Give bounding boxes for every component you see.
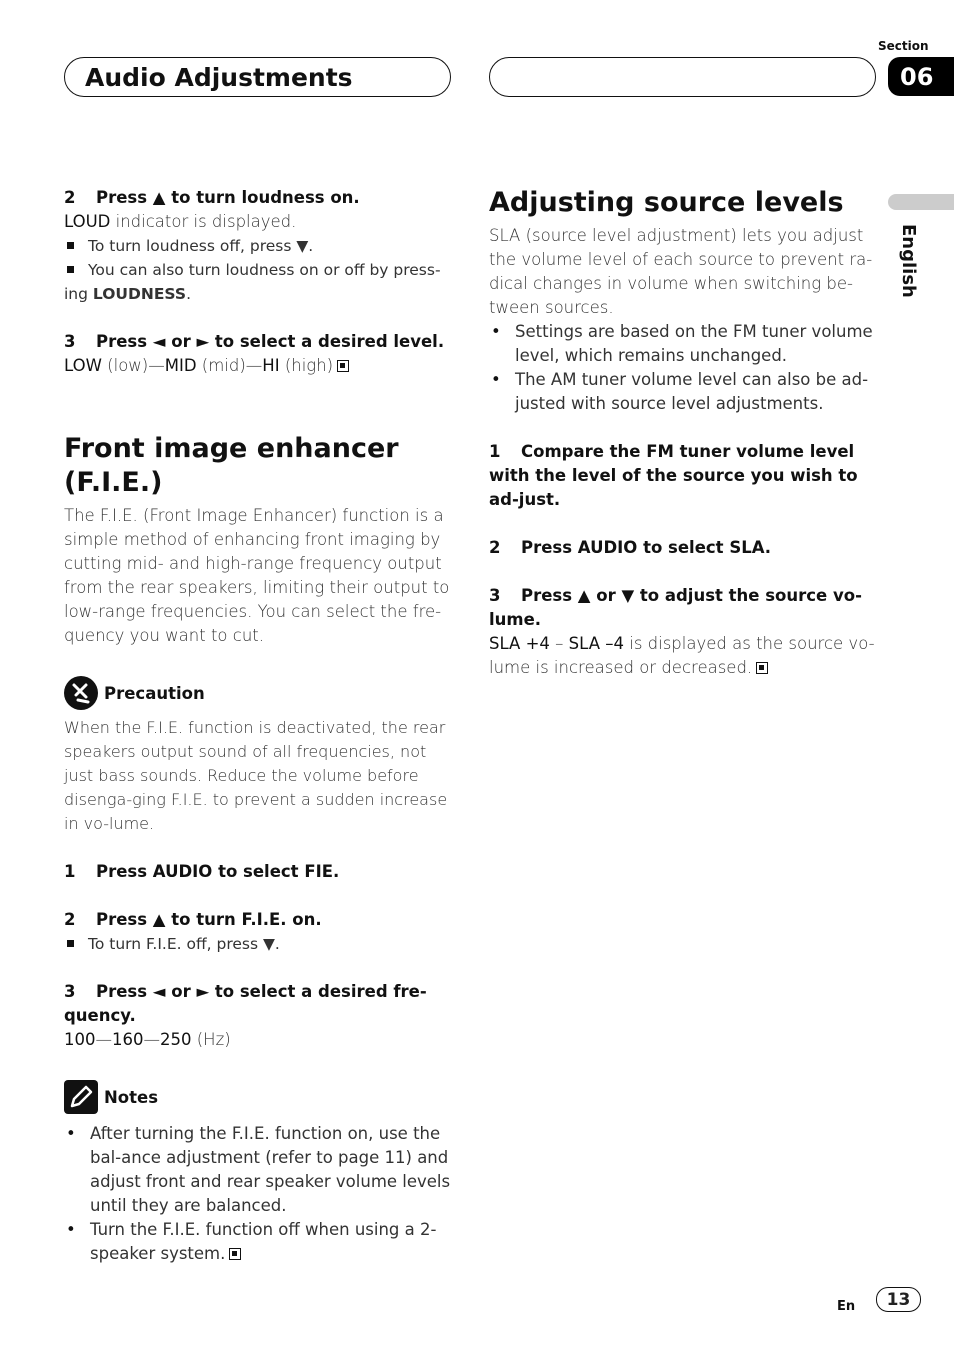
notes-header: Notes — [64, 1080, 454, 1114]
end-mark-icon — [756, 662, 768, 674]
sla-step-2: 2 Press AUDIO to select SLA. — [489, 538, 772, 557]
precaution-icon — [64, 676, 98, 710]
list-item: To turn F.I.E. off, press ▼. — [64, 932, 454, 956]
fie-step-3: 3 Press ◄ or ► to select a desired fre-quency. — [64, 982, 427, 1025]
fie-intro: The F.I.E. (Front Image Enhancer) function is a simple method of enhancing front imaging by cutting mid- and high-range frequency output from the rear speakers, limiting their output to low-range frequencies. You can select the fre-quency you want to cut. — [64, 506, 450, 645]
precaution-header: Precaution — [64, 676, 454, 710]
pencil-icon — [64, 1080, 98, 1114]
list-item: • After turning the F.I.E. function on, use the bal-ance adjustment (refer to page 11) and adjust front and rear speaker volume levels until they are balanced. — [64, 1122, 454, 1218]
loudness-step-3: 3 Press ◄ or ► to select a desired level. — [64, 332, 445, 351]
sla-bullets — [489, 320, 881, 416]
notes-list — [64, 1122, 454, 1266]
list-item: To turn loudness off, press ▼. — [64, 234, 454, 258]
fie-step-2: 2 Press ▲ to turn F.I.E. on. — [64, 910, 322, 929]
loud-indicator-text: LOUD indicator is displayed. — [64, 212, 297, 231]
loudness-step-2: 2 Press ▲ to turn loudness on. — [64, 188, 360, 207]
section-label: Section — [878, 39, 929, 53]
page-number: 13 — [876, 1287, 921, 1312]
chapter-title-pill — [64, 57, 451, 97]
precaution-text: When the F.I.E. function is deactivated, the rear speakers output sound of all frequencies, not just bass sounds. Reduce the volume before disenga-ging F.I.E. to prevent a sudden increase in vo-lume. — [64, 718, 448, 833]
sla-step-1: 1 Compare the FM tuner volume level with the level of the source you wish to ad-just. — [489, 442, 858, 509]
language-code: En — [837, 1299, 856, 1314]
left-column — [64, 186, 454, 1266]
loudness-levels: LOW (low)—MID (mid)—HI (high) — [64, 354, 454, 378]
end-mark-icon — [337, 360, 349, 372]
sla-result: SLA +4 – SLA –4 is displayed as the source vo-lume is increased or decreased. — [489, 634, 875, 677]
sla-intro: SLA (source level adjustment) lets you adjust the volume level of each source to prevent ra-dical changes in volume when switching be-tween sources. — [489, 226, 873, 317]
language-tab — [888, 194, 954, 210]
fie-step-1: 1 Press AUDIO to select FIE. — [64, 862, 340, 881]
list-item: • Turn the F.I.E. function off when using a 2-speaker system. — [64, 1218, 454, 1266]
list-item: You can also turn loudness on or off by press-ing LOUDNESS. — [64, 261, 441, 303]
list-item: • The AM tuner volume level can also be ad-justed with source level adjustments. — [489, 368, 881, 416]
fie-heading: Front image enhancer (F.I.E.) — [64, 433, 399, 498]
empty-header-pill — [489, 57, 876, 97]
language-label: English — [898, 224, 919, 298]
section-number-badge: 06 — [888, 57, 954, 96]
sla-heading: Adjusting source levels — [489, 187, 844, 218]
list-item: • Settings are based on the FM tuner volume level, which remains unchanged. — [489, 320, 881, 368]
square-bullet-icon — [67, 940, 74, 947]
square-bullet-icon — [67, 266, 74, 273]
square-bullet-icon — [67, 242, 74, 249]
sla-step-3: 3 Press ▲ or ▼ to adjust the source vo-lume. — [489, 586, 862, 629]
fie-frequencies: 100—160—250 (Hz) — [64, 1030, 231, 1049]
end-mark-icon — [229, 1248, 241, 1260]
chapter-title: Audio Adjustments — [85, 62, 353, 92]
right-column — [489, 186, 881, 680]
